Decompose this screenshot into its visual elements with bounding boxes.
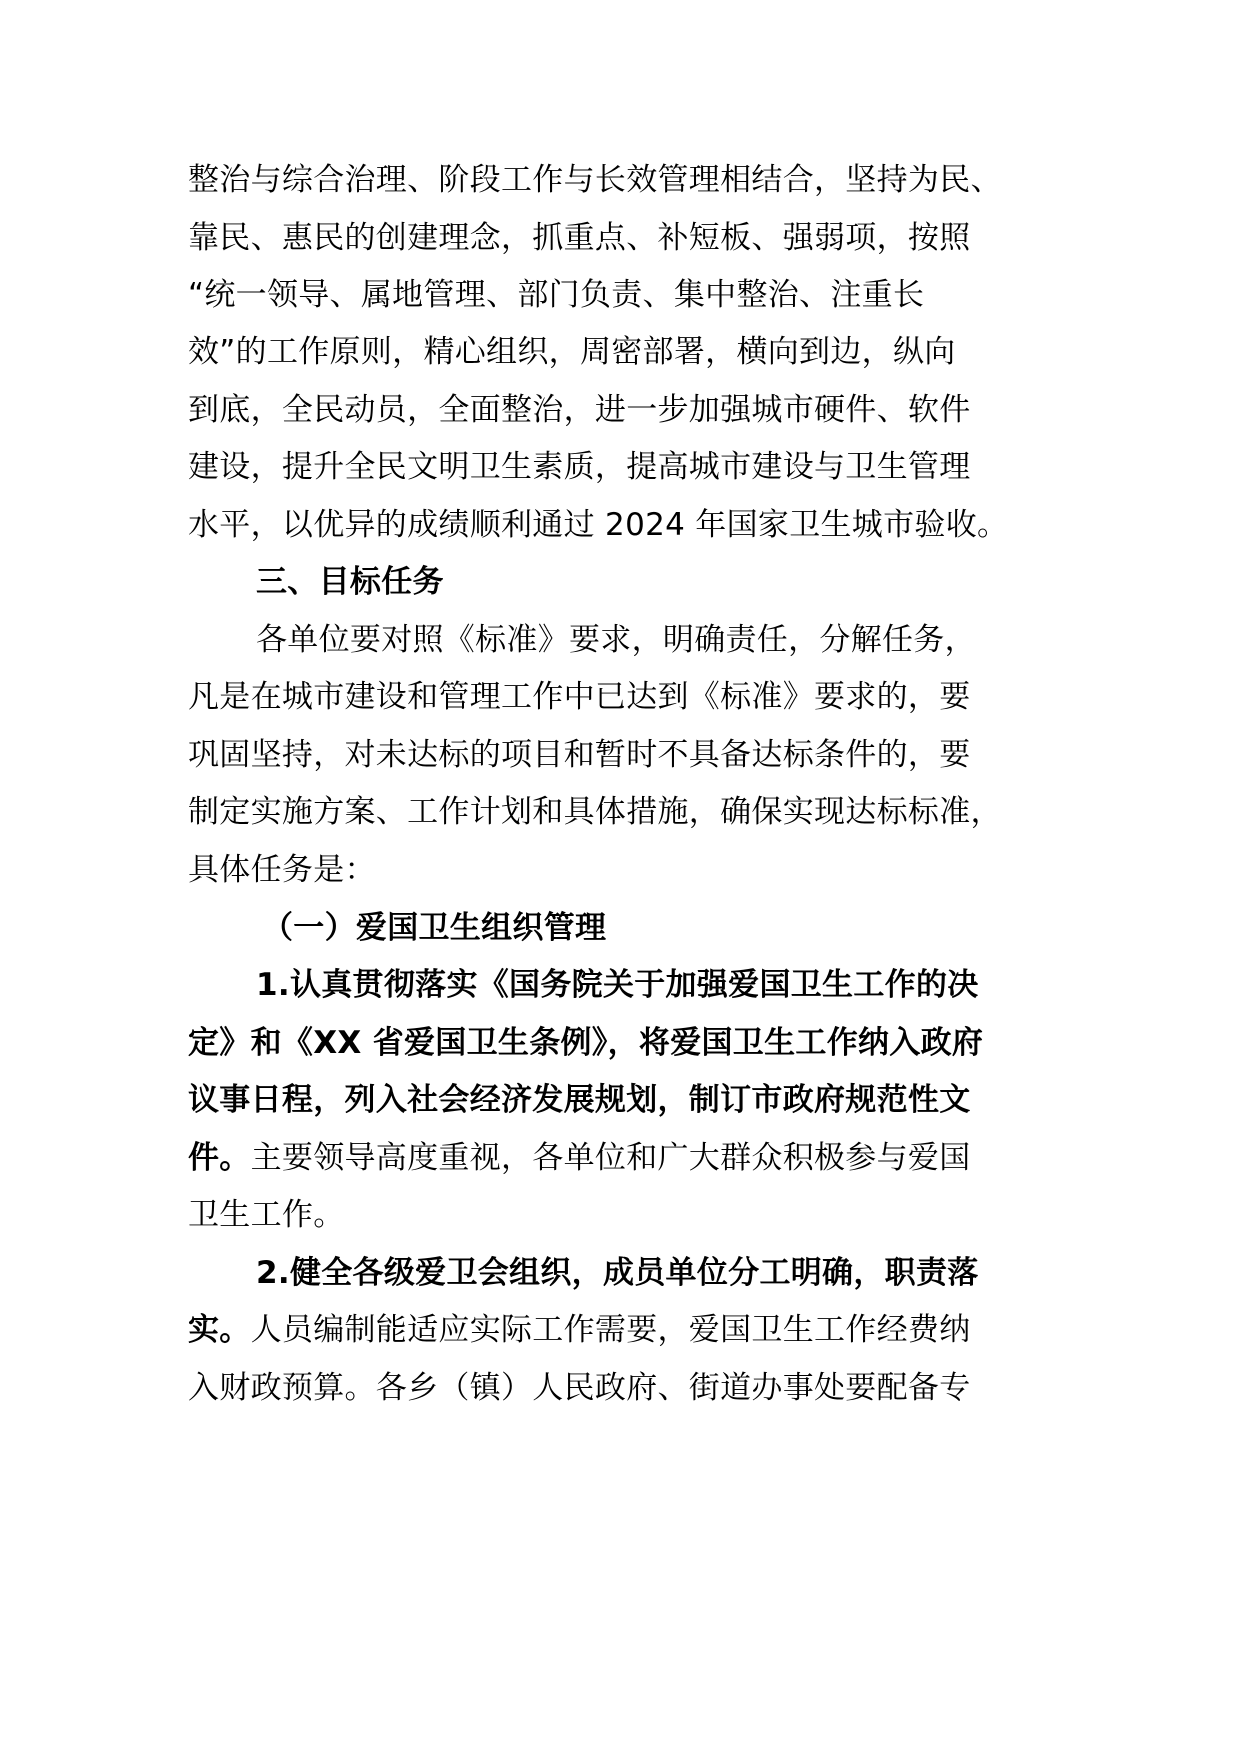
text-line: 具体任务是： xyxy=(188,852,376,888)
bold-run: 件。 xyxy=(188,1140,251,1176)
text-line: 巩固坚持，对未达标的项目和暂时不具备达标条件的，要 xyxy=(188,737,971,773)
text-line: 效”的工作原则，精心组织，周密部署，横向到边，纵向 xyxy=(188,334,956,370)
bold-run: 实。 xyxy=(188,1312,251,1348)
subsection-heading: （一）爱国卫生组织管理 xyxy=(262,910,607,946)
text-line: 1.认真贯彻落实《国务院关于加强爱国卫生工作的决 xyxy=(256,967,979,1003)
text-line: 到底，全民动员，全面整治，进一步加强城市硬件、软件 xyxy=(188,392,971,428)
text-line: 凡是在城市建设和管理工作中已达到《标准》要求的，要 xyxy=(188,679,971,715)
text-line: 议事日程，列入社会经济发展规划，制订市政府规范性文 xyxy=(188,1082,971,1118)
text-line: “统一领导、属地管理、部门负责、集中整治、注重长 xyxy=(188,277,925,313)
text-line: 入财政预算。各乡（镇）人民政府、街道办事处要配备专 xyxy=(188,1370,971,1406)
normal-run: 主要领导高度重视，各单位和广大群众积极参与爱国 xyxy=(250,1140,971,1176)
text-line: 定》和《XX 省爱国卫生条例》，将爱国卫生工作纳入政府 xyxy=(188,1025,984,1061)
text-line: 建设，提升全民文明卫生素质，提高城市建设与卫生管理 xyxy=(188,449,971,485)
text-line: 靠民、惠民的创建理念，抓重点、补短板、强弱项，按照 xyxy=(188,220,971,256)
normal-run: 人员编制能适应实际工作需要，爱国卫生工作经费纳 xyxy=(250,1312,971,1348)
section-heading: 三、目标任务 xyxy=(256,564,444,600)
text-line: 整治与综合治理、阶段工作与长效管理相结合，坚持为民、 xyxy=(188,162,1002,198)
text-line: 各单位要对照《标准》要求，明确责任，分解任务， xyxy=(256,622,976,658)
text-line xyxy=(188,1138,971,1178)
text-line: 2.健全各级爱卫会组织，成员单位分工明确，职责落 xyxy=(256,1255,979,1291)
text-line xyxy=(188,1310,971,1350)
text-line: 水平，以优异的成绩顺利通过 2024 年国家卫生城市验收。 xyxy=(188,507,1009,543)
text-line: 卫生工作。 xyxy=(188,1197,345,1233)
text-line: 制定实施方案、工作计划和具体措施，确保实现达标标准， xyxy=(188,794,1002,830)
